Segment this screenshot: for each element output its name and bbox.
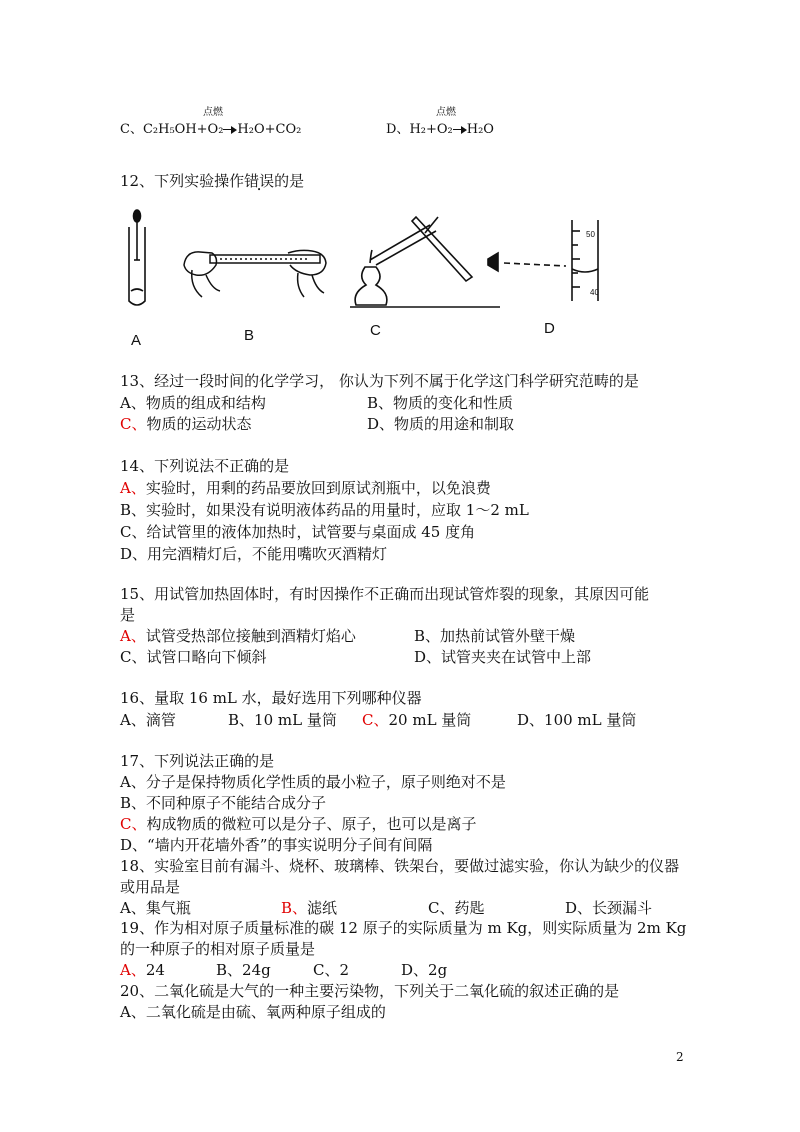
q14-stem: 14、下列说法不正确的是 bbox=[120, 457, 290, 475]
q17-option-c: C、构成物质的微粒可以是分子、原子，也可以是离子 bbox=[120, 815, 477, 833]
q16-option-a: A、滴管 bbox=[120, 711, 176, 729]
q19-stem-cont: 的一种原子的相对原子质量是 bbox=[120, 940, 316, 958]
answer-label: C、 bbox=[120, 415, 147, 433]
figure-b-hands bbox=[184, 250, 326, 297]
q15-option-d: D、试管夹夹在试管中上部 bbox=[414, 648, 592, 666]
q16-option-d: D、100 mL 量筒 bbox=[517, 711, 637, 729]
q19-option-d: D、2g bbox=[401, 961, 448, 979]
q13-stem: 13、经过一段时间的化学学习， 你认为下列不属于化学这门科学研究范畴的是 bbox=[120, 372, 639, 390]
q18-option-a: A、集气瓶 bbox=[120, 899, 191, 917]
q16-option-c: C、20 mL 量筒 bbox=[362, 711, 472, 729]
figure-a-dropper bbox=[129, 210, 145, 305]
q13-option-a: A、物质的组成和结构 bbox=[120, 394, 266, 412]
answer-label: C、 bbox=[120, 815, 147, 833]
q17-option-d: D、“墙内开花墙外香”的事实说明分子间有间隔 bbox=[120, 836, 433, 854]
option-label: C、 bbox=[120, 122, 143, 137]
stem-post: 的是 bbox=[274, 172, 305, 190]
q18-option-c: C、药匙 bbox=[428, 899, 485, 917]
q19-option-a: A、24 bbox=[120, 961, 165, 979]
answer-label: B、 bbox=[281, 899, 308, 917]
answer-label: A、 bbox=[120, 479, 146, 497]
stem-emphasis: 错误 bbox=[244, 172, 275, 190]
condition-label-d: 点燃 bbox=[436, 107, 456, 118]
cylinder-mark-40: 40 bbox=[590, 288, 599, 297]
formula-left: C₂H₅OH+O₂ bbox=[142, 122, 224, 137]
formula-right: H₂O+CO₂ bbox=[237, 122, 302, 137]
q14-option-a: A、实验时，用剩的药品要放回到原试剂瓶中，以免浪费 bbox=[120, 479, 491, 497]
reaction-arrow-icon bbox=[453, 125, 467, 135]
q14-option-b: B、实验时，如果没有说明液体药品的用量时，应取 1～2 mL bbox=[120, 501, 529, 519]
q19-option-b: B、24g bbox=[216, 961, 271, 979]
figure-d-cylinder bbox=[488, 220, 598, 301]
q18-option-b: B、滤纸 bbox=[281, 899, 338, 917]
q17-stem: 17、下列说法正确的是 bbox=[120, 752, 275, 770]
q18-option-d: D、长颈漏斗 bbox=[565, 899, 653, 917]
q15-stem: 15、用试管加热固体时，有时因操作不正确而出现试管炸裂的现象，其原因可能 bbox=[120, 585, 650, 603]
answer-label: C、 bbox=[362, 711, 389, 729]
q13-option-c: C、物质的运动状态 bbox=[120, 415, 252, 433]
q15-option-c: C、试管口略向下倾斜 bbox=[120, 648, 267, 666]
q13-option-d: D、物质的用途和制取 bbox=[367, 415, 515, 433]
answer-label: A、 bbox=[120, 961, 146, 979]
stem-pre: 12、下列实验操作 bbox=[120, 172, 245, 190]
figure-label-a: A bbox=[131, 332, 142, 349]
figure-label-d: D bbox=[544, 320, 555, 337]
reaction-arrow-icon bbox=[223, 125, 237, 135]
q14-option-d: D、用完酒精灯后，不能用嘴吹灭酒精灯 bbox=[120, 545, 388, 563]
page-number: 2 bbox=[676, 1050, 684, 1064]
q20-stem: 20、二氧化硫是大气的一种主要污染物，下列关于二氧化硫的叙述正确的是 bbox=[120, 982, 620, 1000]
q19-stem: 19、作为相对原子质量标准的碳 12 原子的实际质量为 m Kg，则实际质量为 2m Kg bbox=[120, 919, 687, 937]
q15-option-b: B、加热前试管外壁干燥 bbox=[414, 627, 576, 645]
formula-left: H₂+O₂ bbox=[409, 122, 453, 137]
q16-option-b: B、10 mL 量筒 bbox=[228, 711, 337, 729]
figure-label-c: C bbox=[370, 322, 381, 339]
q18-stem: 18、实验室目前有漏斗、烧杯、玻璃棒、铁架台，要做过滤实验，你认为缺少的仪器 bbox=[120, 857, 680, 875]
figure-c-lamp bbox=[350, 217, 500, 307]
q13-option-b: B、物质的变化和性质 bbox=[367, 394, 514, 412]
q19-option-c: C、2 bbox=[313, 961, 350, 979]
answer-label: A、 bbox=[120, 627, 146, 645]
cylinder-mark-50: 50 bbox=[586, 230, 595, 239]
q20-option-a: A、二氧化硫是由硫、氧两种原子组成的 bbox=[120, 1003, 386, 1021]
q11-option-c bbox=[120, 120, 301, 140]
q18-stem-cont: 或用品是 bbox=[120, 878, 181, 896]
option-label: D、 bbox=[386, 122, 410, 137]
q15-option-a: A、试管受热部位接触到酒精灯焰心 bbox=[120, 627, 356, 645]
condition-label-c: 点燃 bbox=[203, 107, 223, 118]
q16-stem: 16、量取 16 mL 水，最好选用下列哪种仪器 bbox=[120, 689, 422, 707]
figure-label-b: B bbox=[244, 327, 255, 344]
q12-stem bbox=[120, 171, 304, 191]
q17-option-a: A、分子是保持物质化学性质的最小粒子，原子则绝对不是 bbox=[120, 773, 506, 791]
q14-option-c: C、给试管里的液体加热时，试管要与桌面成 45 度角 bbox=[120, 523, 476, 541]
q15-stem-cont: 是 bbox=[120, 606, 136, 624]
formula-right: H₂O bbox=[466, 122, 494, 137]
q11-option-d bbox=[386, 120, 494, 140]
q12-figures bbox=[120, 205, 620, 350]
q17-option-b: B、不同种原子不能结合成分子 bbox=[120, 794, 327, 812]
